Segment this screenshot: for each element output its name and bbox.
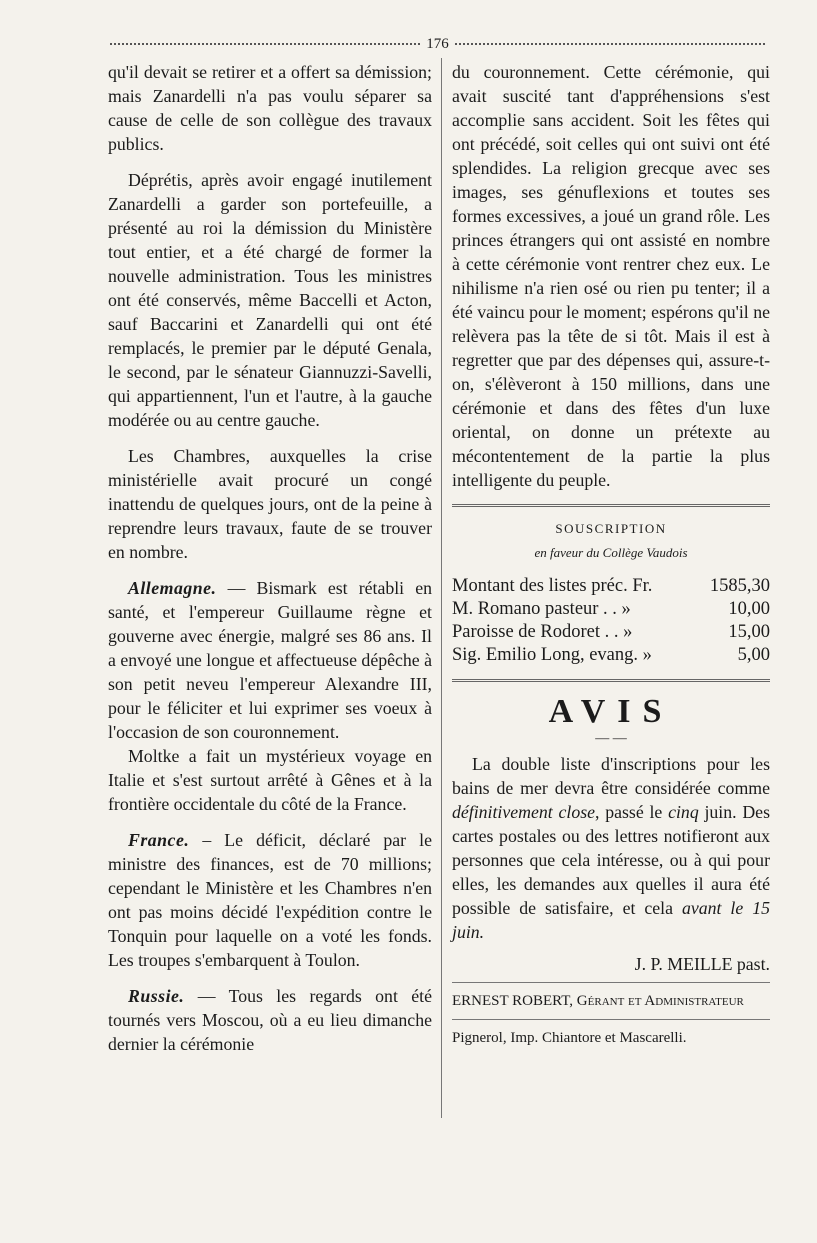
left-column — [108, 60, 432, 1056]
signature: J. P. MEILLE past. — [634, 954, 770, 974]
allemagne-heading: Allemagne. — [128, 578, 217, 598]
souscription-title: SOUSCRIPTION — [555, 521, 667, 536]
list-item-label: Paroisse de Rodoret . . » — [452, 622, 633, 642]
list-item — [452, 644, 770, 667]
france-heading: France. — [128, 830, 190, 850]
souscription-list — [452, 575, 770, 667]
gerant-credit: ERNEST ROBERT, Gérant et Administrateur — [452, 993, 744, 1009]
list-item-amount: 15,00 — [728, 622, 770, 642]
list-item-label: Montant des listes préc. Fr. — [452, 576, 653, 596]
page-number: 176 — [426, 35, 449, 52]
section-france — [108, 828, 432, 972]
printer-credit: Pignerol, Imp. Chiantore et Mascarelli. — [452, 1030, 687, 1046]
page-header — [110, 34, 765, 54]
avis-text-d: cinq — [668, 802, 699, 822]
column-divider — [441, 58, 442, 1118]
section-separator — [452, 679, 770, 682]
list-item-label: Sig. Emilio Long, evang. » — [452, 645, 652, 665]
list-item — [452, 598, 770, 621]
russie-heading: Russie. — [128, 986, 185, 1006]
russie-text: — Tous les regards ont été tournés vers Moscou, où a eu lieu dimanche dernier la cérémonie — [108, 986, 432, 1054]
list-item-label: M. Romano pasteur . . » — [452, 599, 631, 619]
allemagne-text: — Bismark est rétabli en santé, et l'empereur Guillaume règne et gouverne avec énergie, malgré ses 86 ans. Il a envoyé une longue et affectueuse dépêche à son petit neveu l'empereur Alexandre III, pour le féliciter et lui exprimer ses voeux à l'occasion de son couronnement. — [108, 578, 433, 742]
left-paragraph-chambres: Les Chambres, auxquelles la crise ministérielle avait procuré un congé inattendu de quelques jours, ont de la peine à reprendre leurs travaux, faute de se trouver en nombre. — [108, 446, 432, 562]
list-item-amount: 1585,30 — [709, 576, 770, 596]
left-paragraph-moltke: Moltke a fait un mystérieux voyage en Italie et s'est surtout arrêté à Gênes et à la frontière occidentale du côté de la France. — [108, 746, 432, 814]
list-item — [452, 575, 770, 598]
avis-text-c: , passé le — [595, 802, 669, 822]
footer-rule — [452, 982, 770, 983]
section-separator — [452, 504, 770, 507]
footer-rule — [452, 1019, 770, 1020]
avis-text-b: définitivement close — [452, 802, 596, 822]
header-rule-right — [455, 43, 765, 45]
avis-text-a: La double liste d'inscriptions pour les bains de mer devra être considérée comme — [452, 754, 770, 798]
souscription-subtitle: en faveur du Collège Vaudois — [534, 545, 688, 560]
avis-title: AVIS — [548, 693, 674, 730]
right-column — [452, 60, 770, 1050]
avis-paragraph — [452, 752, 770, 944]
france-text: – Le déficit, déclaré par le ministre des finances, est de 70 millions; cependant le Ministère et les Chambres n'en ont pas moins décidé l'expédition contre le Tonquin pour laquelle on a voté les fonds. Les troupes s'embarquent à Toulon. — [108, 830, 432, 970]
left-paragraph-depretis: Déprétis, après avoir engagé inutilement Zanardelli a garder son portefeuille, a présenté au roi la démission du Ministère tout entier, et a été chargé de former la nouvelle administration. Tous les ministres ont été conservés, même Baccelli et Acton, sauf Baccarini et Zanardelli qui ont été remplacés, le premier par le député Genala, le second, par le sénateur Giannuzzi-Savelli, qui appartiennent, l'un et l'autre, à la gauche modérée ou au centre gauche. — [108, 170, 432, 430]
avis-text-f: avant le 15 juin. — [452, 898, 770, 942]
avis-dash: — — — [595, 731, 627, 746]
left-paragraph-1: qu'il devait se retirer et a offert sa démission; mais Zanardelli n'a pas voulu séparer sa cause de celle de son collègue des travaux publics. — [108, 62, 432, 154]
section-allemagne — [108, 576, 432, 744]
list-item — [452, 621, 770, 644]
right-paragraph-couronnement: du couronnement. Cette cérémonie, qui avait suscité tant d'appréhensions s'est accomplie sans accident. Soit les fêtes qui ont précédé, soit celles qui ont suivi ont été splendides. La religion grecque avec ses images, ses génuflexions et toutes ses formes excessives, a joué un grand rôle. Les princes étrangers qui ont assisté en nombre à cette cérémonie vont rentrer chez eux. Le nihilisme n'a rien osé ou rien pu tenter; il a été vaincu pour le moment; espérons qu'il ne relèvera pas la tête de si tôt. Mais il est à regretter que par des dépenses qui, assure-t-on, s'élèveront à 150 millions, dans une cérémonie et dans des fêtes d'un luxe oriental, on donne un prétexte au mécontentement de la partie la plus intelligente du peuple. — [452, 62, 770, 490]
list-item-amount: 10,00 — [728, 599, 770, 619]
avis-text-e: juin. Des cartes postales ou des lettres notifieront aux personnes que cela intéresse, ou à qui pour elles, les demandes aux quelles il aura été possible de satisfaire, et cela — [452, 802, 770, 918]
header-rule-left — [110, 43, 420, 45]
section-russie — [108, 984, 432, 1056]
list-item-amount: 5,00 — [737, 645, 770, 665]
